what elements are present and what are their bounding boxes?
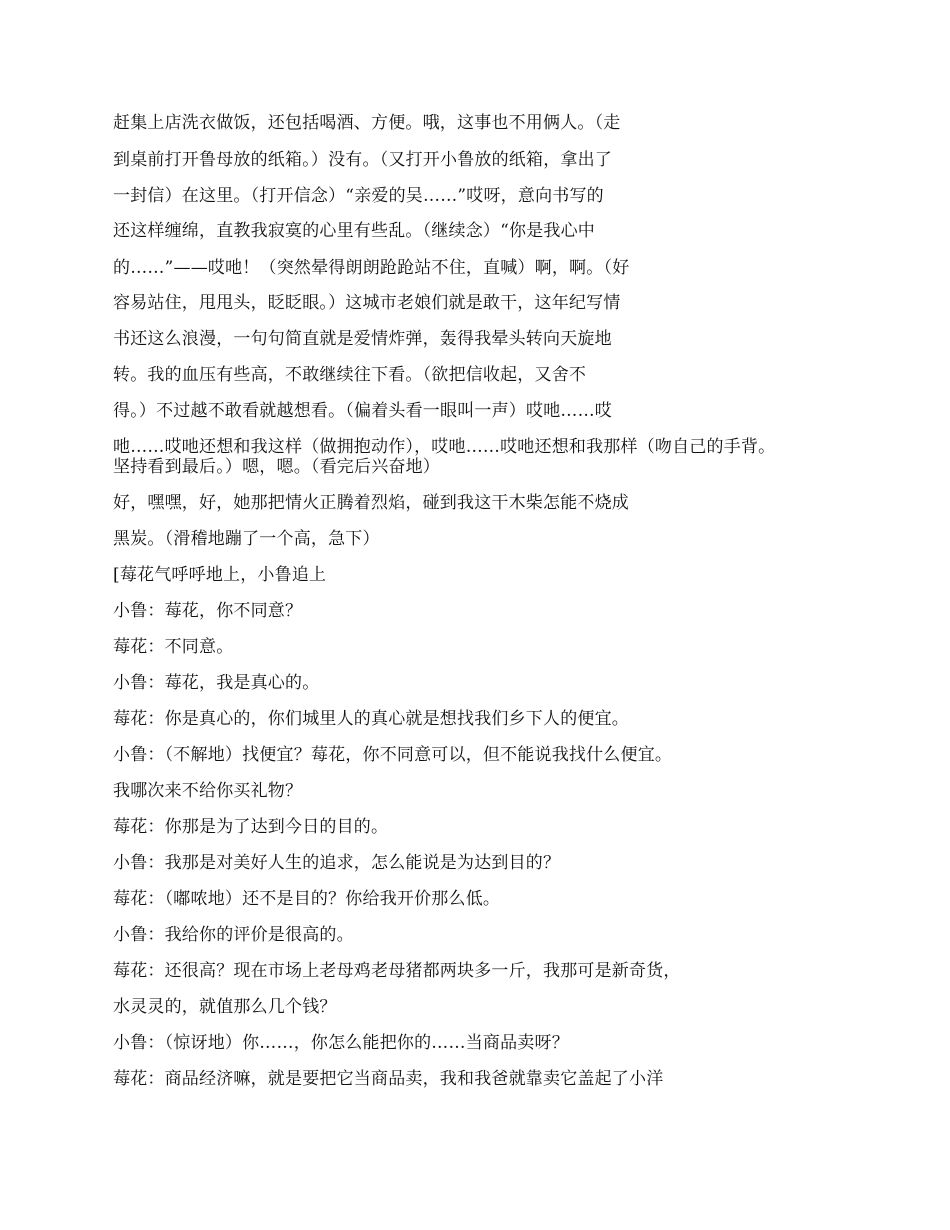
dialogue-line: 小鲁：（惊讶地）你……，你怎么能把你的……当商品卖呀？ xyxy=(113,1033,569,1053)
text-line: 还这样缠绵，直教我寂寞的心里有些乱。（继续念）“你是我心中 xyxy=(113,221,595,241)
text-line: 转。我的血压有些高，不敢继续往下看。（欲把信收起，又舍不 xyxy=(113,365,587,385)
dialogue-line: 莓花：不同意。 xyxy=(113,637,234,657)
dialogue-line: 小鲁：我给你的评价是很高的。 xyxy=(113,925,354,945)
dialogue-line: 莓花：还很高？现在市场上老母鸡老母猪都两块多一斤，我那可是新奇货， xyxy=(113,961,681,981)
text-line: 到桌前打开鲁母放的纸箱。）没有。（又打开小鲁放的纸箱，拿出了 xyxy=(113,150,612,170)
text-line: 吔……哎吔还想和我这样（做拥抱动作），哎吔……哎吔还想和我那样（吻自己的手背。 xyxy=(113,437,776,457)
text-line: 书还这么浪漫，一句句简直就是爱情炸弹，轰得我晕头转向天旋地 xyxy=(113,329,612,349)
dialogue-line: 小鲁：莓花，你不同意？ xyxy=(113,601,303,621)
dialogue-line: 水灵灵的，就值那么几个钱？ xyxy=(113,997,337,1017)
dialogue-line: 我哪次来不给你买礼物？ xyxy=(113,781,303,801)
dialogue-line: 莓花：你是真心的，你们城里人的真心就是想找我们乡下人的便宜。 xyxy=(113,709,629,729)
dialogue-line: 莓花：商品经济嘛，就是要把它当商品卖，我和我爸就靠卖它盖起了小洋 xyxy=(113,1069,664,1089)
text-line: 的……”——哎吔！（突然晕得朗朗跄跄站不住，直喊）啊，啊。（好 xyxy=(113,258,630,278)
text-line: 得。）不过越不敢看就越想看。（偏着头看一眼叫一声）哎吔……哎 xyxy=(113,401,612,421)
dialogue-line: 小鲁：我那是对美好人生的追求，怎么能说是为达到目的？ xyxy=(113,853,561,873)
stage-direction: [莓花气呼呼地上，小鲁追上 xyxy=(113,565,327,585)
text-line: 黑炭。（滑稽地蹦了一个高，急下） xyxy=(113,529,380,549)
text-line: 容易站住，甩甩头，眨眨眼。）这城市老娘们就是敢干，这年纪写情 xyxy=(113,293,621,313)
text-line: 一封信）在这里。（打开信念）“亲爱的吴……”哎呀，意向书写的 xyxy=(113,186,604,206)
dialogue-line: 莓花：你那是为了达到今日的目的。 xyxy=(113,817,389,837)
text-line: 坚持看到最后。）嗯，嗯。（看完后兴奋地） xyxy=(113,457,440,477)
text-line: 好，嘿嘿，好，她那把情火正腾着烈焰，碰到我这干木柴怎能不烧成 xyxy=(113,493,629,513)
dialogue-line: 小鲁：莓花，我是真心的。 xyxy=(113,673,320,693)
dialogue-line: 莓花：（嘟哝地）还不是目的？你给我开价那么低。 xyxy=(113,889,501,909)
dialogue-line: 小鲁：（不解地）找便宜？莓花，你不同意可以，但不能说我找什么便宜。 xyxy=(113,745,673,765)
text-line: 赶集上店洗衣做饭，还包括喝酒、方便。哦，这事也不用俩人。（走 xyxy=(113,113,621,133)
